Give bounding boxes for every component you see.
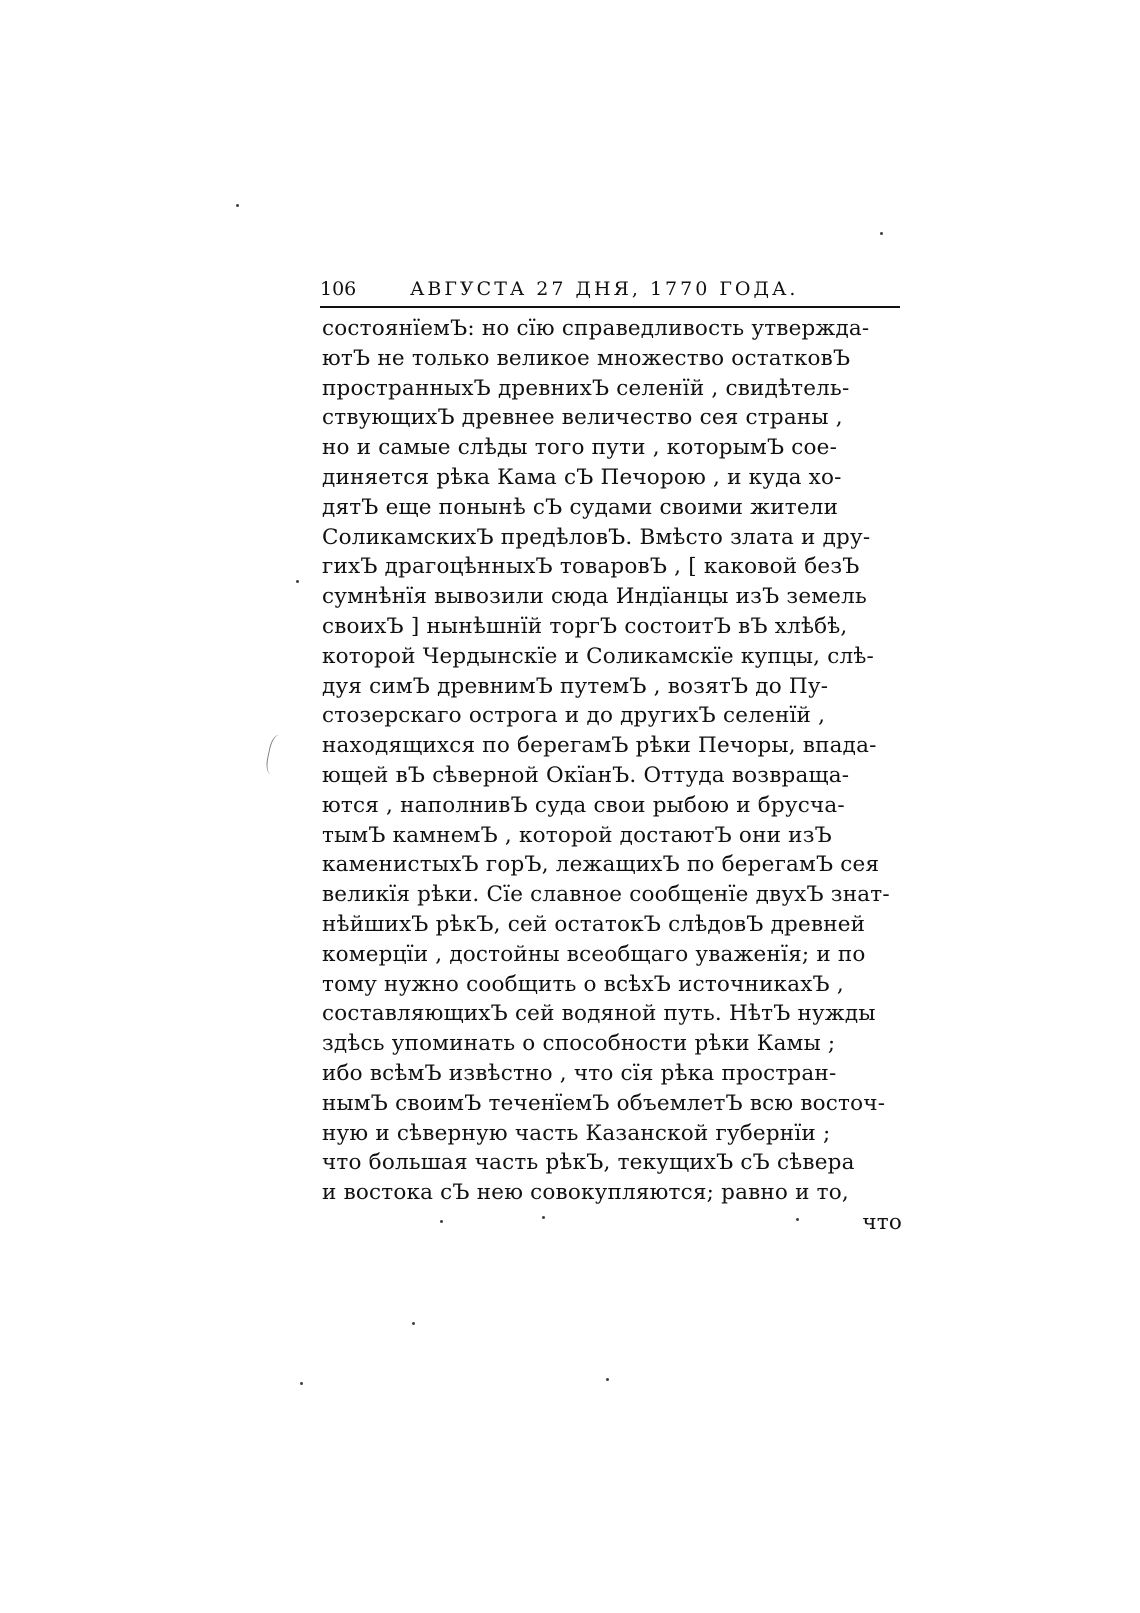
text-line: состоянїемЪ: но сїю справедливость утвержда- bbox=[322, 316, 870, 341]
text-line: ибо всѣмЪ извѣстно , что сїя рѣка простран- bbox=[322, 1060, 837, 1086]
text-line: что большая часть рѣкЪ, текущихЪ сЪ сѣвера bbox=[322, 1150, 855, 1176]
text-line: нымЪ своимЪ теченїемЪ объемлетЪ всю восточ- bbox=[322, 1090, 886, 1116]
text-line: СоликамскихЪ предѣловЪ. Вмѣсто злата и дру- bbox=[322, 524, 871, 550]
text-line: и востока сЪ нею совокупляются; равно и то, bbox=[322, 1180, 849, 1206]
text-line: диняется рѣка Кама сЪ Печорою , и куда хо- bbox=[322, 464, 842, 490]
text-line: ную и сѣверную часть Казанской губернїи ; bbox=[322, 1120, 831, 1146]
body-text bbox=[322, 314, 922, 1238]
running-head: АВГУСТА 27 ДНЯ, 1770 ГОДА. bbox=[410, 278, 799, 300]
text-line: но и самые слѣды того пути , которымЪ сое- bbox=[322, 435, 838, 461]
text-line: ствующихЪ древнее величество сея страны , bbox=[322, 405, 843, 431]
text-line: тому нужно сообщить о всѣхЪ источникахЪ , bbox=[322, 971, 844, 997]
text-line: каменистыхЪ горЪ, лежащихЪ по берегамЪ сея bbox=[322, 852, 880, 878]
text-line: тымЪ камнемЪ , которой достаютЪ они изЪ bbox=[322, 822, 832, 848]
header-rule bbox=[320, 306, 900, 308]
text-line: ющей вЪ сѣверной ОкїанЪ. Оттуда возвраща- bbox=[322, 762, 850, 788]
text-line: которой Чердынскїе и Соликамскїе купцы, слѣ- bbox=[322, 643, 874, 669]
page-header bbox=[320, 278, 910, 308]
page-number: 106 bbox=[320, 278, 357, 300]
ink-speck bbox=[300, 1382, 303, 1385]
margin-mark bbox=[264, 734, 289, 777]
ink-speck bbox=[412, 1322, 415, 1325]
text-line: нѣйшихЪ рѣкЪ, сей остатокЪ слѣдовЪ древней bbox=[322, 911, 866, 937]
text-line: комерцїи , достойны всеобщаго уваженїя; и по bbox=[322, 941, 866, 967]
ink-speck bbox=[296, 580, 299, 583]
text-line: великїя рѣки. Сїе славное сообщенїе двухЪ знат- bbox=[322, 882, 890, 908]
text-line: сумнѣнїя вывозили сюда Индїанцы изЪ земель bbox=[322, 584, 867, 610]
ink-speck bbox=[880, 232, 883, 235]
text-line: ются , наполнивЪ суда свои рыбою и брусча- bbox=[322, 792, 845, 818]
text-line: стозерскаго острога и до другихЪ селенїй , bbox=[322, 703, 826, 729]
ink-speck bbox=[606, 1378, 609, 1381]
text-line: составляющихЪ сей водяной путь. НѣтЪ нужды bbox=[322, 1001, 876, 1027]
text-line: пространныхЪ древнихЪ селенїй , свидѣтель- bbox=[322, 375, 850, 401]
text-line: здѣсь упоминать о способности рѣки Камы ; bbox=[322, 1031, 836, 1057]
text-line: дуя симЪ древнимЪ путемЪ , возятЪ до Пу- bbox=[322, 673, 829, 699]
text-line: дятЪ еще понынѣ сЪ судами своими жители bbox=[322, 494, 839, 520]
text-line: ютЪ не только великое множество остатковЪ bbox=[322, 345, 851, 371]
ink-speck bbox=[796, 1218, 799, 1221]
ink-speck bbox=[542, 1216, 545, 1219]
catchword: что bbox=[862, 1209, 902, 1235]
text-line: находящихся по берегамЪ рѣки Печоры, впада- bbox=[322, 733, 877, 759]
text-line: своихЪ ] нынѣшнїй торгЪ состоитЪ вЪ хлѣбѣ, bbox=[322, 613, 848, 639]
ink-speck bbox=[236, 204, 239, 207]
text-line: гихЪ драгоцѣнныхЪ товаровЪ , [ каковой безЪ bbox=[322, 554, 860, 580]
ink-speck bbox=[440, 1220, 443, 1223]
